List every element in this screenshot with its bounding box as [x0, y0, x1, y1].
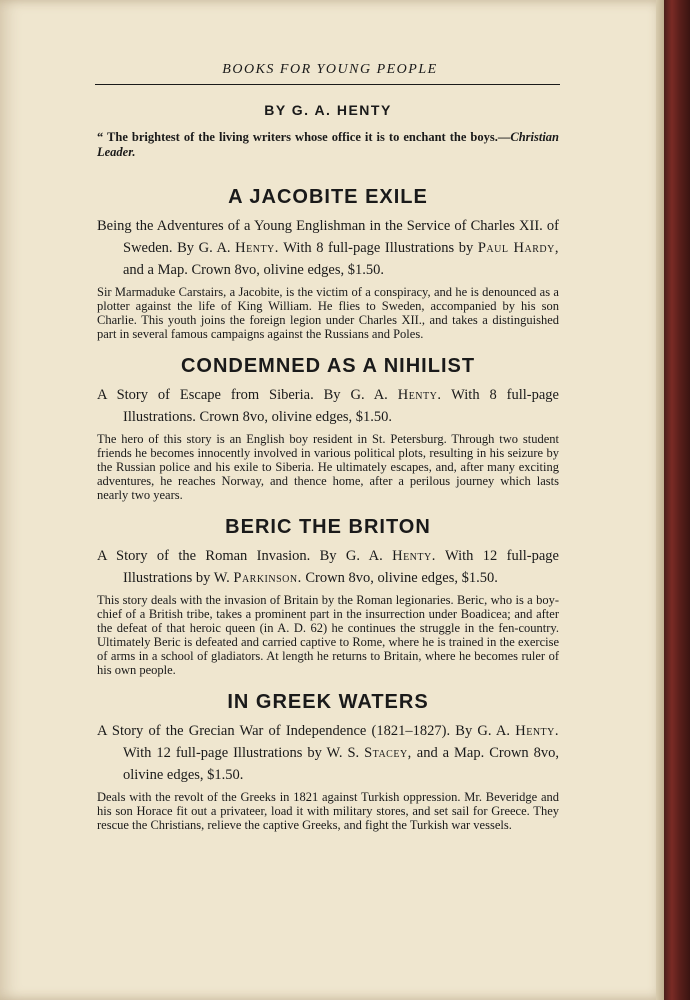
desc-text: With 12 full-page Illustrations by W. — [123, 548, 559, 586]
book-title: CONDEMNED AS A NIHILIST — [180, 355, 476, 377]
quote-source: Christian Leader. — [97, 130, 559, 159]
book-title: BERIC THE BRITON — [225, 516, 431, 538]
book-description — [97, 720, 559, 786]
book-entry — [97, 516, 559, 677]
book-entry — [97, 691, 559, 832]
book-description — [97, 545, 559, 589]
desc-author: Henty. — [515, 723, 560, 739]
header-rule — [95, 84, 560, 85]
book-entry — [97, 186, 559, 341]
quote-text: “ The brightest of the living writers whose office it is to enchant the boys.— — [97, 130, 511, 144]
desc-text: A Story of Escape from Siberia. By G. A. — [97, 387, 388, 403]
desc-text: and a Map. Crown 8vo, olivine edges, $1.50. — [123, 262, 384, 278]
author-quote — [97, 130, 559, 160]
desc-author: Henty. — [235, 240, 279, 256]
book-title: IN GREEK WATERS — [227, 691, 429, 713]
book-description — [97, 384, 559, 428]
book-description — [97, 215, 559, 281]
book-blurb: Sir Marmaduke Carstairs, a Jacobite, is the victim of a conspiracy, and he is denounced as a plotter against the life of King William. He flies to Sweden, accompanied by his son Charlie. This youth joins the foreign legion under Charles XII., and takes a distinguished part in several famous campaigns against the Russians and Poles. — [97, 285, 559, 341]
book-blurb: This story deals with the invasion of Britain by the Roman legionaries. Beric, who is a boy-chief of a British tribe, takes a prominent part in the insurrection under Boadicea; and after the defeat of that heroic queen (in A. D. 62) he continues the struggle in the fen-country. Ultimately Beric is defeated and carried captive to Rome, where he is trained in the exercise of arms in a school of gladiators. At length he returns to Britain, where he becomes ruler of his own people. — [97, 593, 559, 677]
page-content — [97, 100, 559, 846]
desc-text: With 8 full-page Illustrations. Crown 8vo, olivine edges, $1.50. — [123, 387, 559, 425]
desc-author: Henty. — [397, 387, 442, 403]
desc-text: and a Map. Crown 8vo, olivine edges, $1.50. — [123, 745, 559, 783]
desc-illustrator: Stacey, — [364, 745, 412, 761]
desc-text: A Story of the Roman Invasion. By G. A. — [97, 548, 383, 564]
book-blurb: Deals with the revolt of the Greeks in 1821 against Turkish oppression. Mr. Beveridge and his son Horace fit out a privateer, load it with military stores, and set sail for Greece. They rescue the Christians, relieve the captive Greeks, and fight the Turkish war vessels. — [97, 790, 559, 832]
book-blurb: The hero of this story is an English boy resident in St. Petersburg. Through two student friends he becomes innocently involved in various political plots, resulting in his seizure by the Russian police and his exile to Siberia. He ultimately escapes, and, after many exciting adventures, he reaches Norway, and thence home, after a perilous journey which lasts nearly two years. — [97, 432, 559, 502]
desc-text: With 8 full-page Illustrations by — [283, 240, 474, 256]
book-entry — [97, 355, 559, 502]
author-heading: BY G. A. HENTY — [264, 102, 392, 118]
desc-text: With 12 full-page Illustrations by W. S. — [123, 745, 360, 761]
desc-text: Being the Adventures of a Young Englishman in the Service of Charles XII. of Sweden. By G. A. — [97, 218, 559, 256]
book-title: A JACOBITE EXILE — [228, 186, 428, 208]
desc-text: A Story of the Grecian War of Independence (1821–1827). By G. A. — [97, 723, 511, 739]
desc-illustrator: Paul Hardy, — [477, 240, 559, 256]
desc-author: Henty. — [392, 548, 436, 564]
desc-illustrator: Parkinson. — [233, 570, 302, 586]
desc-text: Crown 8vo, olivine edges, $1.50. — [305, 570, 498, 586]
book-spine — [664, 0, 690, 1000]
running-head: BOOKS FOR YOUNG PEOPLE — [222, 62, 438, 77]
